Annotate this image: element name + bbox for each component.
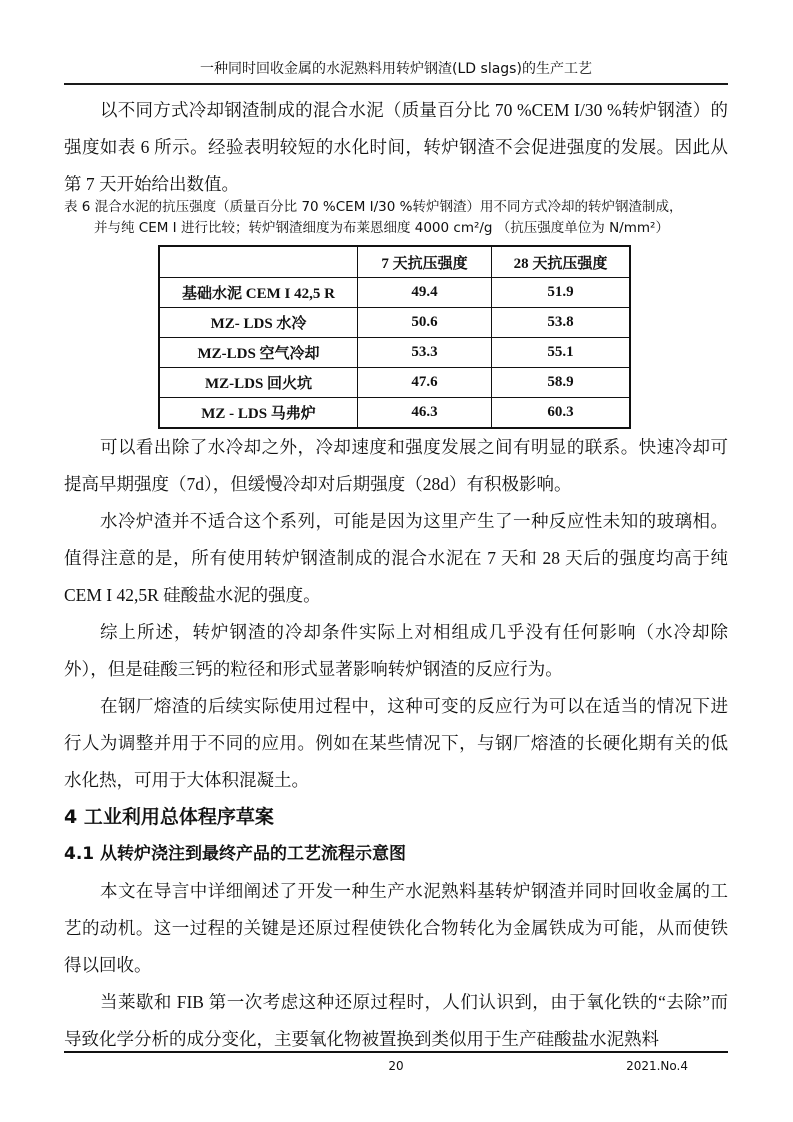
table-header-row — [159, 246, 630, 278]
row-label: MZ-LDS 空气冷却 — [159, 338, 358, 368]
table-caption — [64, 197, 728, 239]
paragraph-reduction: 当莱歇和 FIB 第一次考虑这种还原过程时，人们认识到，由于氧化铁的“去除”而导致化学分析的成分变化，主要氧化物被置换到类似用于生产硅酸盐水泥熟料 — [64, 992, 728, 1049]
value-7day: 46.3 — [358, 398, 492, 429]
table-row — [159, 278, 630, 308]
paragraph-motivation: 本文在导言中详细阐述了开发一种生产水泥熟料基转炉钢渣并同时回收金属的工艺的动机。这一过程的关键是还原过程使铁化合物转化为金属铁成为可能，从而使铁得以回收。 — [64, 881, 728, 975]
col-header-28day: 28 天抗压强度 — [492, 246, 631, 278]
page-content — [64, 92, 728, 1058]
value-7day: 49.4 — [358, 278, 492, 308]
row-label: 基础水泥 CEM I 42,5 R — [159, 278, 358, 308]
value-28day: 51.9 — [492, 278, 631, 308]
value-28day: 55.1 — [492, 338, 631, 368]
paragraph-strength-intro: 以不同方式冷却钢渣制成的混合水泥（质量百分比 70 %CEM I/30 %转炉钢渣）的强度如表 6 所示。经验表明较短的水化时间，转炉钢渣不会促进强度的发展。因此从第 7 天开始给出数值。 — [64, 100, 728, 194]
section-heading-4-1: 4.1 从转炉浇注到最终产品的工艺流程示意图 — [64, 844, 407, 864]
row-label: MZ-LDS 回火坑 — [159, 368, 358, 398]
paragraph-summary: 综上所述，转炉钢渣的冷却条件实际上对相组成几乎没有任何影响（水冷却除外），但是硅酸三钙的粒径和形式显著影响转炉钢渣的反应行为。 — [64, 622, 728, 679]
col-header-7day: 7 天抗压强度 — [358, 246, 492, 278]
table-caption-line-1: 表 6 混合水泥的抗压强度（质量百分比 70 %CEM I/30 %转炉钢渣）用不同方式冷却的转炉钢渣制成， — [64, 199, 683, 215]
col-header-blank — [159, 246, 358, 278]
value-7day: 47.6 — [358, 368, 492, 398]
table-row — [159, 308, 630, 338]
page-number: 20 — [388, 1059, 404, 1073]
section-heading-4: 4 工业利用总体程序草案 — [64, 806, 274, 828]
value-28day: 60.3 — [492, 398, 631, 429]
value-28day: 58.9 — [492, 368, 631, 398]
paragraph-application: 在钢厂熔渣的后续实际使用过程中，这种可变的反应行为可以在适当的情况下进行人为调整并用于不同的应用。例如在某些情况下，与钢厂熔渣的长硬化期有关的低水化热，可用于大体积混凝土。 — [64, 696, 728, 790]
table-row — [159, 398, 630, 429]
paragraph-water-cooled: 水冷炉渣并不适合这个系列，可能是因为这里产生了一种反应性未知的玻璃相。值得注意的是，所有使用转炉钢渣制成的混合水泥在 7 天和 28 天后的强度均高于纯 CEM I 42,5R 硅酸盐水泥的强度。 — [64, 511, 728, 605]
table-row — [159, 338, 630, 368]
compressive-strength-table — [158, 245, 631, 429]
table-caption-line-2: 并与纯 CEM I 进行比较；转炉钢渣细度为布莱恩细度 4000 cm²/g （抗压强度单位为 N/mm²） — [94, 220, 669, 236]
page-header — [64, 59, 728, 85]
page-footer — [64, 1051, 728, 1073]
row-label: MZ- LDS 水冷 — [159, 308, 358, 338]
issue-label: 2021.No.4 — [626, 1059, 688, 1073]
row-label: MZ - LDS 马弗炉 — [159, 398, 358, 429]
value-7day: 50.6 — [358, 308, 492, 338]
running-title: 一种同时回收金属的水泥熟料用转炉钢渣(LD slags)的生产工艺 — [200, 61, 592, 77]
value-7day: 53.3 — [358, 338, 492, 368]
paragraph-cooling-link: 可以看出除了水冷却之外，冷却速度和强度发展之间有明显的联系。快速冷却可提高早期强度（7d），但缓慢冷却对后期强度（28d）有积极影响。 — [64, 437, 728, 494]
value-28day: 53.8 — [492, 308, 631, 338]
table-row — [159, 368, 630, 398]
